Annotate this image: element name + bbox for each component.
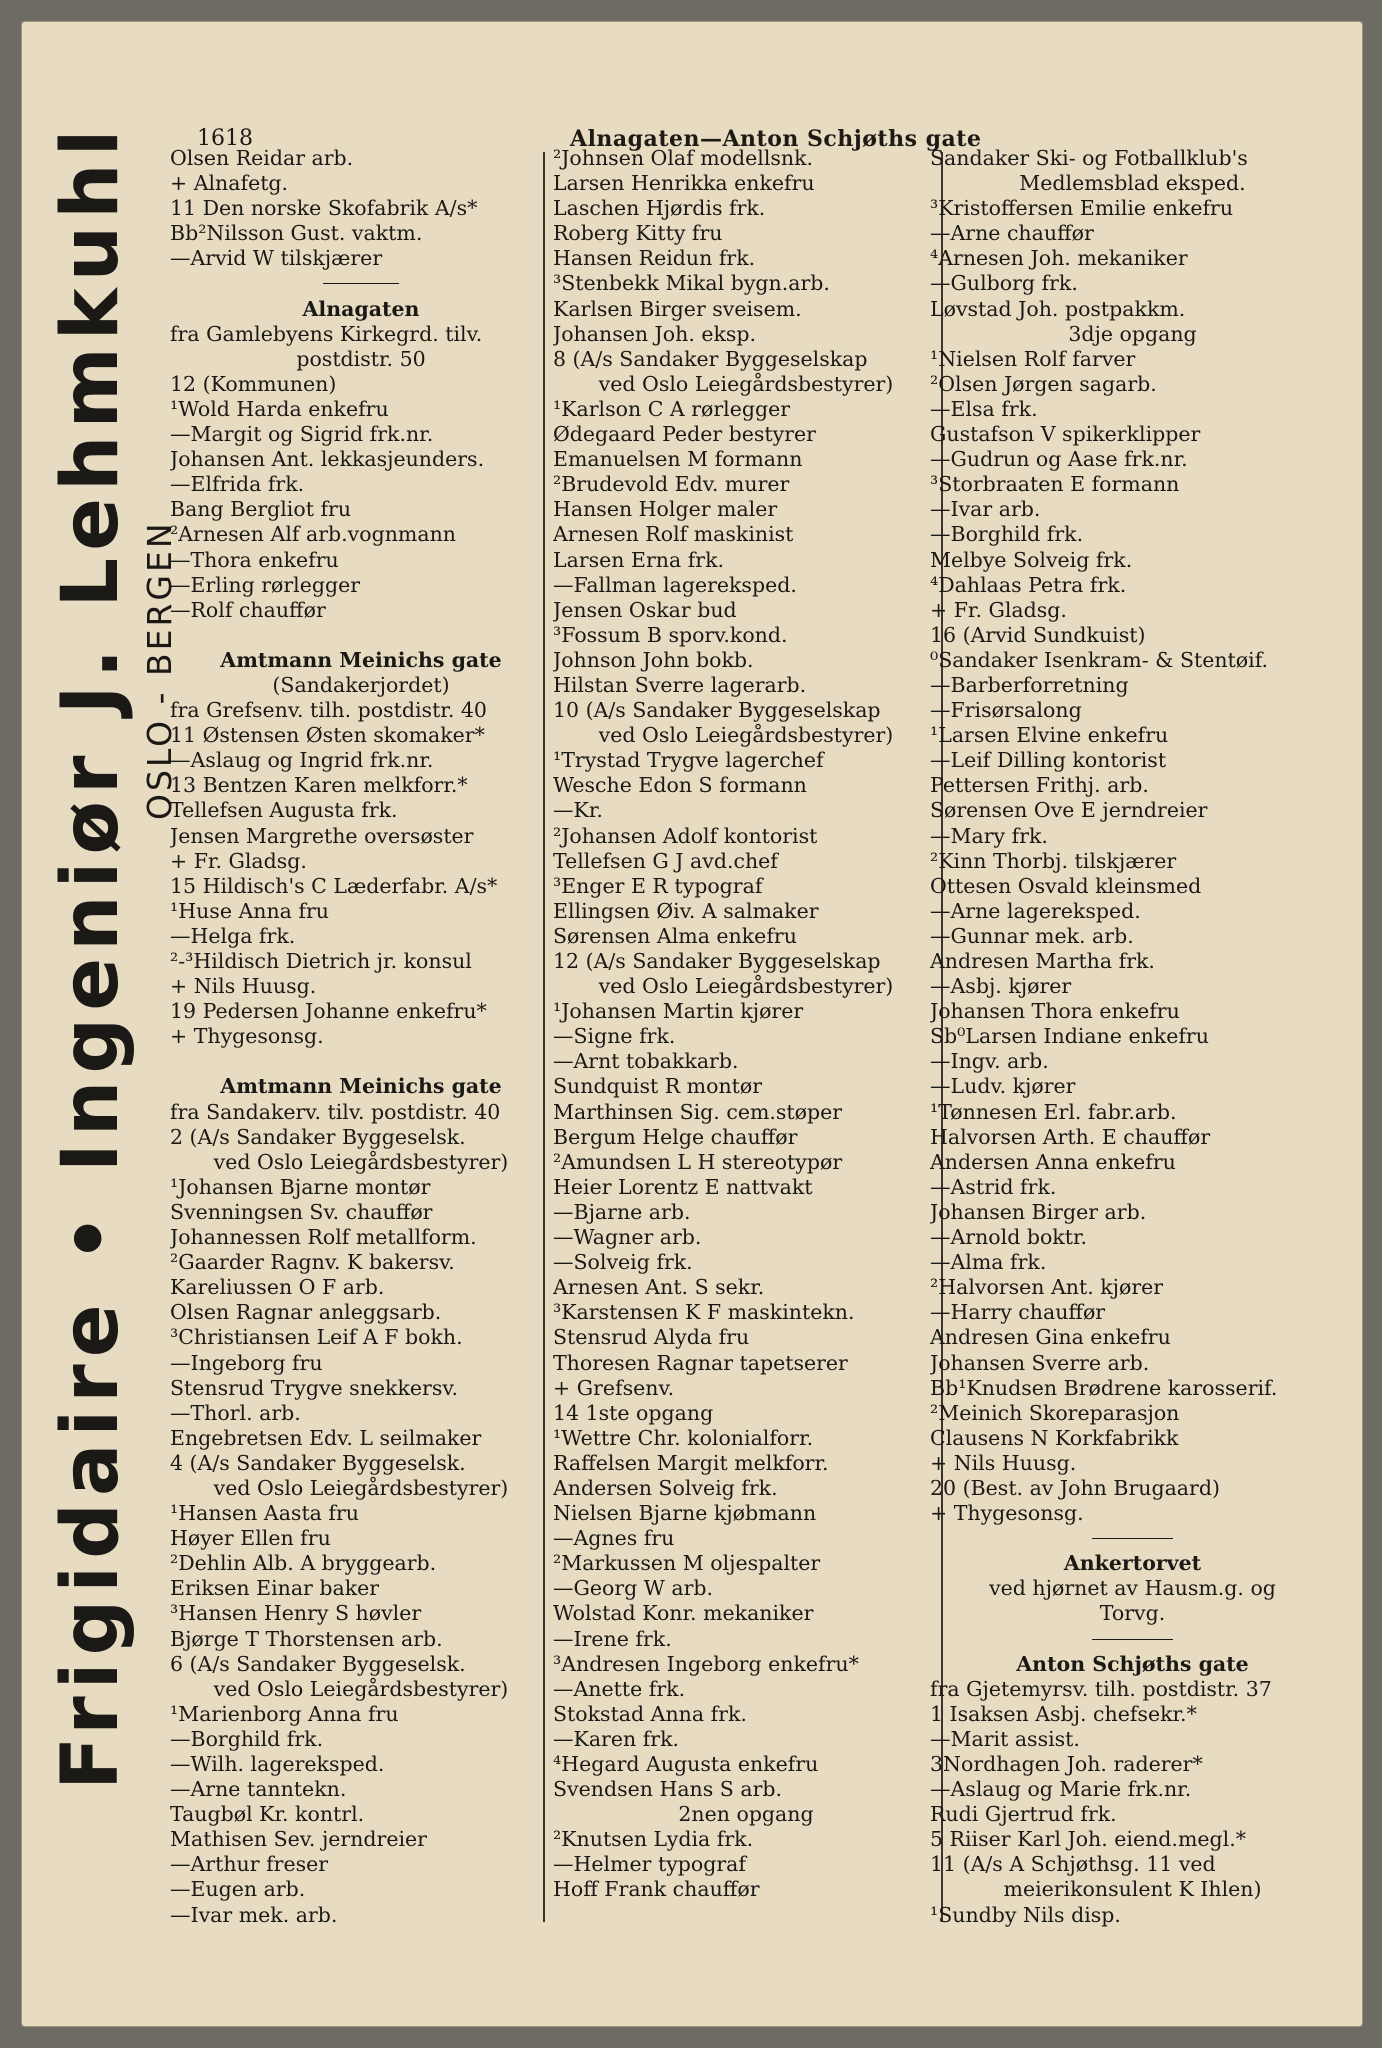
directory-entry: postdistr. 50 bbox=[296, 346, 426, 371]
directory-entry: Gustafson V spikerklipper bbox=[930, 422, 1201, 447]
directory-entry: Larsen Henrikka enkefru bbox=[553, 171, 815, 196]
directory-entry: Heier Lorentz E nattvakt bbox=[553, 1174, 813, 1199]
directory-entry: fra Gamlebyens Kirkegrd. tilv. bbox=[170, 321, 483, 346]
directory-entry: Tellefsen Augusta frk. bbox=[170, 798, 398, 823]
directory-entry: Melbye Solveig frk. bbox=[930, 547, 1133, 572]
directory-entry: + Thygesonsg. bbox=[170, 1024, 324, 1049]
directory-entry: —Erling rørlegger bbox=[170, 572, 361, 597]
directory-entry: —Arvid W tilskjærer bbox=[170, 246, 383, 271]
directory-entry: + Nils Huusg. bbox=[170, 974, 317, 999]
directory-entry: ³Andresen Ingeborg enkefru* bbox=[553, 1651, 859, 1676]
directory-entry: Stensrud Alyda fru bbox=[553, 1325, 750, 1350]
directory-entry: ¹Hansen Aasta fru bbox=[170, 1501, 360, 1526]
directory-entry: meierikonsulent K Ihlen) bbox=[1003, 1877, 1262, 1902]
directory-entry: ⁴Arnesen Joh. mekaniker bbox=[930, 246, 1188, 271]
directory-entry: —Marit assist. bbox=[930, 1726, 1080, 1751]
directory-entry: —Borghild frk. bbox=[170, 1726, 324, 1751]
directory-entry: Emanuelsen M formann bbox=[553, 447, 803, 472]
directory-entry bbox=[170, 623, 552, 648]
directory-entry: Sundquist R montør bbox=[553, 1074, 763, 1099]
directory-entry bbox=[170, 1049, 552, 1074]
column-3 bbox=[930, 146, 1335, 1928]
directory-entry: Hansen Holger maler bbox=[553, 497, 778, 522]
directory-entry: + Nils Huusg. bbox=[930, 1450, 1077, 1475]
directory-entry: (Sandakerjordet) bbox=[272, 672, 450, 697]
directory-entry: Andresen Gina enkefru bbox=[930, 1325, 1171, 1350]
directory-entry: ved hjørnet av Hausm.g. og bbox=[989, 1576, 1276, 1601]
directory-entry: —Ivar mek. arb. bbox=[170, 1902, 338, 1927]
directory-entry: —Frisørsalong bbox=[930, 698, 1082, 723]
directory-entry: —Rolf chauffør bbox=[170, 597, 326, 622]
directory-entry: Stokstad Anna frk. bbox=[553, 1701, 747, 1726]
directory-entry: —Arnt tobakkarb. bbox=[553, 1049, 739, 1074]
directory-entry: 5 Riiser Karl Joh. eiend.megl.* bbox=[930, 1827, 1246, 1852]
directory-entry: Arnesen Rolf maskinist bbox=[553, 522, 794, 547]
directory-entry: Rudi Gjertrud frk. bbox=[930, 1802, 1117, 1827]
directory-entry: —Gudrun og Aase frk.nr. bbox=[930, 447, 1188, 472]
directory-entry: Sørensen Alma enkefru bbox=[553, 923, 797, 948]
directory-entry: ¹Sundby Nils disp. bbox=[930, 1902, 1121, 1927]
directory-entry: —Georg W arb. bbox=[553, 1576, 714, 1601]
directory-entry: —Asbj. kjører bbox=[930, 974, 1072, 999]
directory-entry: fra Grefsenv. tilh. postdistr. 40 bbox=[170, 698, 487, 723]
directory-entry: Olsen Reidar arb. bbox=[170, 146, 354, 170]
side-advertisement-subtitle: OSLO - BERGEN bbox=[140, 520, 179, 820]
directory-entry: Svendsen Hans S arb. bbox=[553, 1777, 783, 1802]
directory-entry: 4 (A/s Sandaker Byggeselsk. bbox=[170, 1450, 466, 1475]
column-1 bbox=[170, 146, 552, 1928]
section-divider bbox=[930, 1526, 1335, 1551]
directory-entry: —Astrid frk. bbox=[930, 1174, 1057, 1199]
directory-entry: ved Oslo Leiegårdsbestyrer) bbox=[598, 974, 894, 999]
directory-entry: Andresen Martha frk. bbox=[930, 949, 1155, 973]
directory-entry: ved Oslo Leiegårdsbestyrer) bbox=[213, 1676, 509, 1701]
directory-entry: Torvg. bbox=[1099, 1601, 1166, 1626]
directory-entry: 11 Den norske Skofabrik A/s* bbox=[170, 196, 478, 221]
directory-entry: Ellingsen Øiv. A salmaker bbox=[553, 898, 819, 923]
directory-entry: —Solveig frk. bbox=[553, 1250, 693, 1275]
directory-entry: ³Hansen Henry S høvler bbox=[170, 1601, 422, 1626]
directory-entry: —Karen frk. bbox=[553, 1726, 680, 1751]
street-heading: Amtmann Meinichs gate bbox=[220, 1074, 502, 1099]
directory-entry: Johannessen Rolf metallform. bbox=[170, 1225, 477, 1250]
directory-entry: Raffelsen Margit melkforr. bbox=[553, 1450, 829, 1475]
directory-entry: ²-³Hildisch Dietrich jr. konsul bbox=[170, 949, 472, 973]
street-heading: Alnagaten bbox=[302, 296, 420, 321]
directory-entry: Høyer Ellen fru bbox=[170, 1526, 331, 1551]
street-heading: Amtmann Meinichs gate bbox=[220, 647, 502, 672]
directory-entry: ³Stenbekk Mikal bygn.arb. bbox=[553, 271, 830, 296]
directory-entry: Johansen Ant. lekkasjeunders. bbox=[170, 447, 485, 472]
directory-entry: —Thora enkefru bbox=[170, 547, 339, 572]
directory-entry: ⁴Hegard Augusta enkefru bbox=[553, 1752, 819, 1776]
directory-entry: 15 Hildisch's C Læderfabr. A/s* bbox=[170, 873, 498, 898]
directory-entry: Johansen Thora enkefru bbox=[930, 999, 1180, 1024]
directory-entry: Andersen Solveig frk. bbox=[553, 1475, 778, 1500]
directory-entry: Arnesen Ant. S sekr. bbox=[553, 1275, 765, 1300]
directory-entry: —Kr. bbox=[553, 798, 603, 823]
directory-entry: —Alma frk. bbox=[930, 1250, 1047, 1275]
directory-entry: —Signe frk. bbox=[553, 1024, 676, 1049]
directory-entry: —Mary frk. bbox=[930, 823, 1048, 848]
directory-entry: ²Johnsen Olaf modellsnk. bbox=[553, 146, 814, 170]
directory-entry: Mathisen Sev. jerndreier bbox=[170, 1827, 427, 1852]
directory-entry: ²Dehlin Alb. A bryggearb. bbox=[170, 1551, 437, 1576]
directory-entry: Johansen Joh. eksp. bbox=[553, 321, 757, 346]
directory-entry: ²Olsen Jørgen sagarb. bbox=[930, 371, 1157, 396]
directory-entry: 8 (A/s Sandaker Byggeselskap bbox=[553, 346, 868, 371]
directory-entry: Kareliussen O F arb. bbox=[170, 1275, 385, 1300]
directory-entry: —Bjarne arb. bbox=[553, 1199, 691, 1224]
directory-entry: ¹Wettre Chr. kolonialforr. bbox=[553, 1425, 814, 1450]
directory-entry: 2 (A/s Sandaker Byggeselsk. bbox=[170, 1124, 466, 1149]
directory-entry: 12 (A/s Sandaker Byggeselskap bbox=[553, 949, 881, 973]
directory-entry: ¹Larsen Elvine enkefru bbox=[930, 723, 1169, 748]
directory-entry: Laschen Hjørdis frk. bbox=[553, 196, 766, 221]
directory-entry: —Agnes fru bbox=[553, 1526, 675, 1551]
directory-entry: fra Sandakerv. tilv. postdistr. 40 bbox=[170, 1099, 501, 1124]
directory-entry: ¹Johansen Martin kjører bbox=[553, 999, 804, 1024]
directory-entry: —Ludv. kjører bbox=[930, 1074, 1076, 1099]
directory-entry: —Arne chauffør bbox=[930, 221, 1094, 246]
directory-entry: + Grefsenv. bbox=[553, 1375, 675, 1400]
directory-entry: ⁴Dahlaas Petra frk. bbox=[930, 572, 1127, 597]
directory-entry: Hilstan Sverre lagerarb. bbox=[553, 672, 807, 697]
directory-entry: + Alnafetg. bbox=[170, 171, 289, 196]
directory-entry: —Arne tanntekn. bbox=[170, 1777, 347, 1802]
directory-entry: Halvorsen Arth. E chauffør bbox=[930, 1124, 1211, 1149]
directory-entry: 12 (Kommunen) bbox=[170, 371, 337, 396]
directory-entry: Pettersen Frithj. arb. bbox=[930, 773, 1149, 798]
directory-entry: ²Meinich Skoreparasjon bbox=[930, 1400, 1180, 1425]
directory-entry: Engebretsen Edv. L seilmaker bbox=[170, 1425, 482, 1450]
directory-entry: —Aslaug og Ingrid frk.nr. bbox=[170, 748, 434, 773]
directory-entry: 10 (A/s Sandaker Byggeselskap bbox=[553, 698, 881, 723]
directory-entry: ¹Nielsen Rolf farver bbox=[930, 346, 1136, 371]
directory-entry: ³Fossum B sporv.kond. bbox=[553, 622, 788, 647]
directory-entry: ²Amundsen L H stereotypør bbox=[553, 1149, 843, 1174]
directory-entry: ved Oslo Leiegårdsbestyrer) bbox=[598, 723, 894, 748]
directory-entry: —Gunnar mek. arb. bbox=[930, 923, 1134, 948]
directory-entry: Jensen Margrethe oversøster bbox=[170, 823, 474, 848]
directory-entry: —Elfrida frk. bbox=[170, 472, 305, 497]
directory-entry: ²Markussen M oljespalter bbox=[553, 1551, 821, 1576]
directory-entry: Løvstad Joh. postpakkm. bbox=[930, 296, 1186, 321]
directory-entry: —Arne lagereksped. bbox=[930, 898, 1141, 923]
directory-entry: Hoff Frank chauffør bbox=[553, 1877, 760, 1902]
directory-entry: Stensrud Trygve snekkersv. bbox=[170, 1375, 459, 1400]
directory-entry: 1 Isaksen Asbj. chefsekr.* bbox=[930, 1701, 1197, 1726]
directory-entry: —Fallman lagereksped. bbox=[553, 572, 797, 597]
directory-entry: —Harry chauffør bbox=[930, 1300, 1106, 1325]
directory-entry: —Thorl. arb. bbox=[170, 1400, 301, 1425]
directory-entry: —Barberforretning bbox=[930, 672, 1129, 697]
directory-entry: Svenningsen Sv. chauffør bbox=[170, 1199, 433, 1224]
directory-entry: —Arthur freser bbox=[170, 1852, 329, 1877]
directory-entry: Tellefsen G J avd.chef bbox=[553, 848, 778, 873]
directory-entry: Ottesen Osvald kleinsmed bbox=[930, 873, 1202, 898]
directory-entry: Nielsen Bjarne kjøbmann bbox=[553, 1501, 817, 1526]
directory-entry: + Fr. Gladsg. bbox=[170, 848, 307, 873]
directory-entry: Andersen Anna enkefru bbox=[930, 1149, 1176, 1174]
directory-entry: Karlsen Birger sveisem. bbox=[553, 296, 802, 321]
directory-entry: ²Knutsen Lydia frk. bbox=[553, 1827, 754, 1852]
directory-entry: ²Brudevold Edv. murer bbox=[553, 472, 790, 497]
street-heading: Ankertorvet bbox=[1063, 1551, 1202, 1576]
directory-entry: ¹Wold Harda enkefru bbox=[170, 396, 389, 421]
directory-entry: ved Oslo Leiegårdsbestyrer) bbox=[213, 1149, 509, 1174]
side-advertisement: Frigidaire • Ingeniør J. Lehmkuhl bbox=[46, 122, 136, 1790]
directory-entry: —Helmer typograf bbox=[553, 1852, 746, 1877]
directory-entry: 11 (A/s A Schjøthsg. 11 ved bbox=[930, 1852, 1216, 1877]
directory-entry: ³Kristoffersen Emilie enkefru bbox=[930, 196, 1234, 221]
directory-entry: 6 (A/s Sandaker Byggeselsk. bbox=[170, 1651, 466, 1676]
directory-entry: Johansen Sverre arb. bbox=[930, 1350, 1150, 1375]
directory-entry: 20 (Best. av John Brugaard) bbox=[930, 1475, 1220, 1500]
directory-entry: —Helga frk. bbox=[170, 923, 296, 948]
directory-entry: ¹Karlson C A rørlegger bbox=[553, 396, 791, 421]
directory-entry: —Gulborg frk. bbox=[930, 271, 1078, 296]
directory-entry: Clausens N Korkfabrikk bbox=[930, 1425, 1179, 1450]
directory-entry: —Anette frk. bbox=[553, 1676, 686, 1701]
directory-entry: fra Gjetemyrsv. tilh. postdistr. 37 bbox=[930, 1676, 1272, 1701]
directory-entry: Johansen Birger arb. bbox=[930, 1199, 1147, 1224]
directory-entry: + Thygesonsg. bbox=[930, 1501, 1084, 1526]
directory-entry: Wolstad Konr. mekaniker bbox=[553, 1601, 814, 1626]
directory-entry: —Wilh. lagereksped. bbox=[170, 1752, 385, 1776]
directory-entry: Medlemsblad eksped. bbox=[1019, 171, 1246, 196]
directory-entry: —Ivar arb. bbox=[930, 497, 1041, 522]
directory-entry: —Margit og Sigrid frk.nr. bbox=[170, 422, 434, 447]
directory-entry: ²Kinn Thorbj. tilskjærer bbox=[930, 848, 1177, 873]
directory-entry: ¹Tønnesen Erl. fabr.arb. bbox=[930, 1099, 1177, 1124]
directory-entry: Taugbøl Kr. kontrl. bbox=[170, 1802, 365, 1827]
directory-entry: 3Nordhagen Joh. raderer* bbox=[930, 1752, 1203, 1776]
directory-entry: —Wagner arb. bbox=[553, 1225, 702, 1250]
directory-entry: Bb²Nilsson Gust. vaktm. bbox=[170, 221, 423, 246]
directory-entry: Roberg Kitty fru bbox=[553, 221, 723, 246]
directory-entry: Bb¹Knudsen Brødrene karosserif. bbox=[930, 1375, 1278, 1400]
directory-entry: ⁰Sandaker Isenkram- & Stentøif. bbox=[930, 647, 1269, 672]
directory-entry: —Irene frk. bbox=[553, 1626, 672, 1651]
directory-entry: ved Oslo Leiegårdsbestyrer) bbox=[598, 371, 894, 396]
directory-entry: —Ingeborg fru bbox=[170, 1350, 323, 1375]
directory-entry: Eriksen Einar baker bbox=[170, 1576, 380, 1601]
directory-entry: Sørensen Ove E jerndreier bbox=[930, 798, 1208, 823]
directory-entry: Johnson John bokb. bbox=[553, 647, 754, 672]
directory-entry: 11 Østensen Østen skomaker* bbox=[170, 723, 485, 748]
directory-entry: ¹Johansen Bjarne montør bbox=[170, 1174, 431, 1199]
directory-entry: ²Johansen Adolf kontorist bbox=[553, 823, 818, 848]
directory-entry: —Ingv. arb. bbox=[930, 1049, 1049, 1074]
directory-entry: Olsen Ragnar anleggsarb. bbox=[170, 1300, 442, 1325]
directory-entry: Bjørge T Thorstensen arb. bbox=[170, 1626, 443, 1651]
directory-entry: —Leif Dilling kontorist bbox=[930, 748, 1167, 773]
directory-entry: ²Arnesen Alf arb.vognmann bbox=[170, 522, 456, 547]
directory-entry: ¹Trystad Trygve lagerchef bbox=[553, 748, 824, 773]
directory-entry: ¹Marienborg Anna fru bbox=[170, 1701, 399, 1726]
directory-entry: Marthinsen Sig. cem.støper bbox=[553, 1099, 843, 1124]
column-2 bbox=[553, 146, 939, 1903]
directory-entry: ¹Huse Anna fru bbox=[170, 898, 330, 923]
street-heading: Anton Schjøths gate bbox=[1016, 1651, 1249, 1676]
directory-entry: ²Halvorsen Ant. kjører bbox=[930, 1275, 1164, 1300]
directory-entry: 13 Bentzen Karen melkforr.* bbox=[170, 773, 468, 798]
directory-entry: ved Oslo Leiegårdsbestyrer) bbox=[213, 1475, 509, 1500]
directory-entry: Wesche Edon S formann bbox=[553, 773, 807, 798]
directory-entry: ³Enger E R typograf bbox=[553, 873, 763, 898]
directory-entry: Thoresen Ragnar tapetserer bbox=[553, 1350, 848, 1375]
running-head: Alnagaten—Anton Schjøths gate bbox=[570, 126, 982, 152]
section-divider bbox=[170, 271, 552, 296]
directory-entry: ²Gaarder Ragnv. K bakersv. bbox=[170, 1250, 455, 1275]
directory-entry: ³Christiansen Leif A F bokh. bbox=[170, 1325, 463, 1350]
directory-entry: 2nen opgang bbox=[678, 1802, 814, 1827]
directory-entry: —Arnold boktr. bbox=[930, 1225, 1088, 1250]
directory-entry: Jensen Oskar bud bbox=[553, 597, 737, 622]
directory-entry: 16 (Arvid Sundkuist) bbox=[930, 622, 1146, 647]
directory-entry: ³Karstensen K F maskintekn. bbox=[553, 1300, 855, 1325]
directory-entry: 19 Pedersen Johanne enkefru* bbox=[170, 999, 487, 1024]
directory-entry: —Aslaug og Marie frk.nr. bbox=[930, 1777, 1192, 1802]
directory-entry: Sandaker Ski- og Fotballklub's bbox=[930, 146, 1248, 170]
section-divider bbox=[930, 1627, 1335, 1652]
directory-entry: Sb⁰Larsen Indiane enkefru bbox=[930, 1024, 1209, 1049]
page-number: 1618 bbox=[197, 126, 253, 151]
directory-entry: + Fr. Gladsg. bbox=[930, 597, 1067, 622]
directory-entry: 14 1ste opgang bbox=[553, 1400, 714, 1425]
directory-entry: —Eugen arb. bbox=[170, 1877, 306, 1902]
directory-entry: ³Storbraaten E formann bbox=[930, 472, 1180, 497]
directory-entry: —Elsa frk. bbox=[930, 396, 1038, 421]
directory-entry: Larsen Erna frk. bbox=[553, 547, 725, 572]
directory-entry: Bergum Helge chauffør bbox=[553, 1124, 798, 1149]
directory-entry: Hansen Reidun frk. bbox=[553, 246, 756, 271]
directory-entry: Ødegaard Peder bestyrer bbox=[553, 422, 816, 447]
directory-entry: 3dje opgang bbox=[1068, 321, 1197, 346]
directory-entry: Bang Bergliot fru bbox=[170, 497, 352, 522]
directory-entry: —Borghild frk. bbox=[930, 522, 1084, 547]
